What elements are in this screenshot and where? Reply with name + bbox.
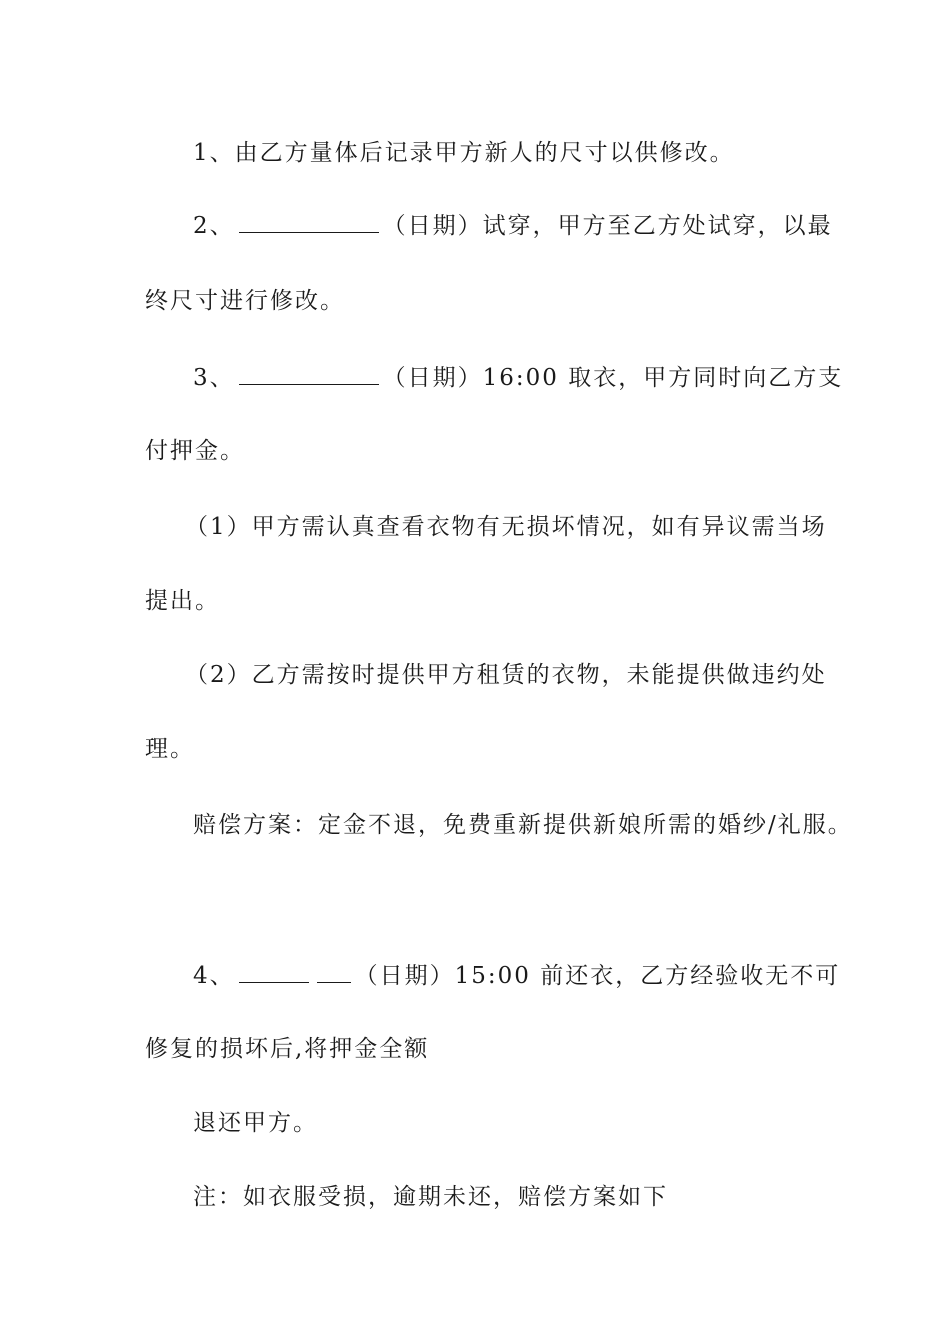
paragraph-5-line-1: （2）乙方需按时提供甲方租赁的衣物，未能提供做违约处 <box>185 662 827 688</box>
paragraph-9: 注：如衣服受损，逾期未还，赔偿方案如下 <box>193 1184 668 1210</box>
paragraph-7-line-2: 修复的损坏后,将押金全额 <box>145 1036 430 1062</box>
paragraph-3-line-2: 付押金。 <box>145 438 245 464</box>
paragraph-2-prefix: 2、 <box>193 213 235 239</box>
paragraph-2-line-1 <box>193 210 833 240</box>
paragraph-4-line-2: 提出。 <box>145 588 220 614</box>
date-blank-pickup <box>239 362 379 385</box>
paragraph-7-suffix: （日期）15:00 前还衣，乙方经验收无不可 <box>354 963 841 989</box>
paragraph-8: 退还甲方。 <box>193 1110 318 1136</box>
paragraph-1: 1、由乙方量体后记录甲方新人的尺寸以供修改。 <box>193 140 735 166</box>
paragraph-3-suffix: （日期）16:00 取衣，甲方同时向乙方支 <box>382 365 844 391</box>
paragraph-7-prefix: 4、 <box>193 963 235 989</box>
paragraph-4-line-1: （1）甲方需认真查看衣物有无损坏情况，如有异议需当场 <box>185 514 827 540</box>
paragraph-7-line-1 <box>193 960 840 990</box>
paragraph-3-line-1 <box>193 362 843 392</box>
paragraph-6: 赔偿方案：定金不退，免费重新提供新娘所需的婚纱/礼服。 <box>193 812 853 838</box>
paragraph-2-line-2: 终尺寸进行修改。 <box>145 288 345 314</box>
paragraph-3-prefix: 3、 <box>193 365 235 391</box>
date-blank-return-b <box>317 960 351 983</box>
paragraph-5-line-2: 理。 <box>145 736 195 762</box>
date-blank-fitting <box>239 210 379 233</box>
paragraph-2-suffix: （日期）试穿，甲方至乙方处试穿，以最 <box>382 213 833 239</box>
date-blank-return-a <box>239 960 309 983</box>
